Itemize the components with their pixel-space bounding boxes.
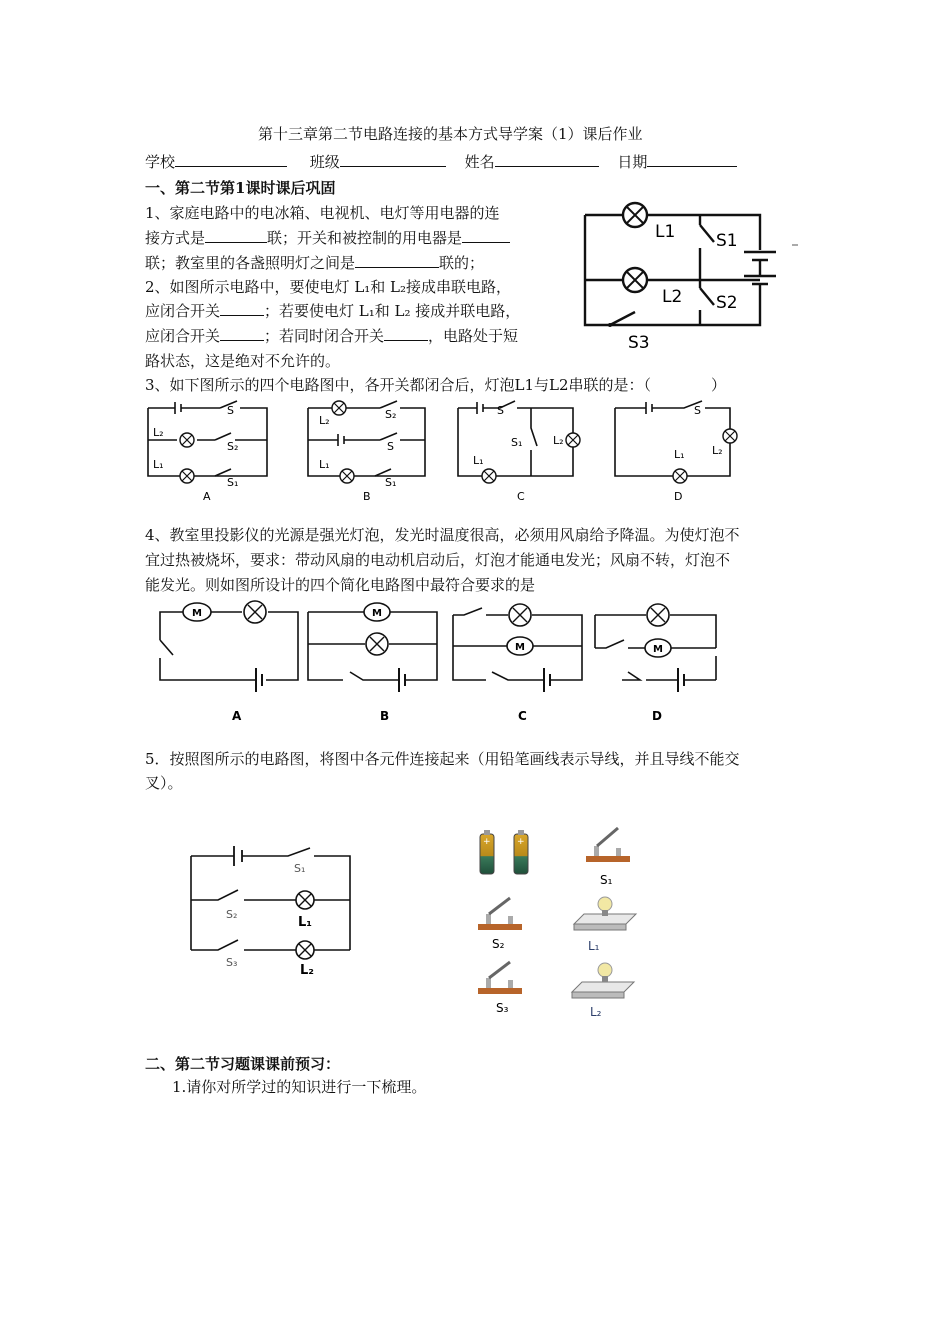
q4-option-d-diagram: [592, 600, 727, 725]
q4-option-a: A: [232, 709, 242, 723]
svg-text:L₂: L₂: [590, 1005, 602, 1019]
section1-heading: 一、第二节第1课时课后巩固: [145, 179, 336, 197]
q3-option-c-diagram: [455, 398, 580, 503]
svg-text:S₂: S₂: [226, 908, 238, 921]
q1-text: 接方式是: [145, 229, 206, 247]
q2-line2: [145, 300, 520, 322]
svg-text:S₃: S₃: [226, 956, 238, 969]
svg-text:L₁: L₁: [473, 454, 484, 467]
q2-text: ，电路处于短: [428, 327, 519, 345]
q3-option-a: A: [203, 490, 211, 503]
q3-option-a-diagram: [145, 398, 270, 503]
q2-line4: 路状态，这是绝对不允许的。: [145, 352, 341, 370]
q4-option-a-diagram: [158, 600, 303, 725]
lamp-l2-icon: [572, 963, 634, 1019]
q5-line2: 叉）。: [145, 774, 183, 792]
q3-option-c: C: [517, 490, 525, 503]
page-title: 第十三章第二节电路连接的基本方式导学案（1）课后作业: [258, 125, 643, 143]
svg-text:L₂: L₂: [712, 444, 723, 457]
q3-option-d: D: [674, 490, 683, 503]
battery-icon: [514, 830, 528, 874]
q2-text: 应闭合开关: [145, 327, 221, 345]
svg-text:L₂: L₂: [553, 434, 564, 447]
svg-text:S₁: S₁: [600, 873, 613, 887]
q1-text: 联；开关和被控制的用电器是: [267, 229, 463, 247]
lamp-l1-icon: [574, 897, 636, 953]
q5-circuit-diagram: [188, 838, 358, 978]
q4-option-b: B: [380, 709, 390, 723]
q1-line2: [145, 227, 510, 249]
svg-text:L₂: L₂: [153, 426, 164, 439]
svg-text:S₂: S₂: [492, 937, 505, 951]
q5-components-illustration: [470, 820, 650, 1020]
svg-text:S₂: S₂: [385, 408, 397, 421]
svg-text:S₁: S₁: [511, 436, 523, 449]
q4-option-c-diagram: [450, 600, 590, 725]
motor-label: M: [515, 642, 525, 653]
q5-line1: 5．按照图所示的电路图，将图中各元件连接起来（用铅笔画线表示导线，并且导线不能交: [145, 750, 740, 768]
date-label: 日期: [617, 153, 648, 171]
switch-s3-icon: [478, 962, 522, 1015]
svg-text:+: +: [517, 837, 525, 847]
svg-text:S: S: [387, 440, 394, 453]
q1-text: 联；教室里的各盏照明灯之间是: [145, 254, 356, 272]
svg-text:L₂: L₂: [319, 414, 330, 427]
svg-text:L₁: L₁: [319, 458, 330, 471]
q2-line3: [145, 325, 518, 347]
svg-text:+: +: [483, 837, 491, 847]
q2-text: ；若要使电灯 L₁和 L₂ 接成并联电路，: [264, 302, 521, 320]
school-label: 学校: [145, 153, 176, 171]
fig-l2-label: L2: [662, 287, 683, 307]
motor-label: M: [372, 608, 382, 619]
fig-s1-label: S1: [716, 231, 738, 251]
q4-option-c: C: [518, 709, 527, 723]
q2-text: 应闭合开关: [145, 302, 221, 320]
section2-heading: 二、第二节习题课课前预习：: [145, 1055, 341, 1073]
name-label: 姓名: [464, 153, 495, 171]
svg-text:S₃: S₃: [496, 1001, 509, 1015]
q1-line1: 1、家庭电路中的电冰箱、电视机、电灯等用电器的连: [145, 204, 500, 222]
svg-text:L₁: L₁: [153, 458, 164, 471]
switch-s2-icon: [478, 898, 522, 951]
fig-l1-label: L1: [655, 222, 676, 242]
q4-line1: 4、教室里投影仪的光源是强光灯泡，发光时温度很高，必须用风扇给予降温。为使灯泡不: [145, 526, 740, 544]
svg-text:S: S: [497, 404, 504, 417]
battery-icon: [480, 830, 494, 874]
svg-text:L₁: L₁: [588, 939, 600, 953]
q2-text: ；若同时闭合开关: [264, 327, 385, 345]
svg-text:S₁: S₁: [227, 476, 239, 489]
q3-text: 3、如下图所示的四个电路图中，各开关都闭合后，灯泡L1与L2串联的是：（ ）: [145, 376, 727, 394]
q3-option-b: B: [363, 490, 371, 503]
svg-text:L₁: L₁: [298, 915, 312, 930]
svg-text:S: S: [227, 404, 234, 417]
info-line: [145, 151, 737, 173]
q2-line1: 2、如图所示电路中，要使电灯 L₁和 L₂接成串联电路，: [145, 278, 512, 296]
fig-s3-label: S3: [628, 333, 650, 353]
motor-label: M: [192, 608, 202, 619]
class-label: 班级: [309, 153, 340, 171]
svg-text:L₁: L₁: [674, 448, 685, 461]
q1-line3: [145, 252, 484, 274]
q4-line3: 能发光。则如图所设计的四个简化电路图中最符合要求的是: [145, 576, 536, 594]
section2-item1: 1.请你对所学过的知识进行一下梳理。: [172, 1078, 427, 1096]
svg-text:S: S: [694, 404, 701, 417]
q4-option-d: D: [652, 709, 662, 723]
q2-circuit-diagram: [580, 190, 800, 353]
q3-option-d-diagram: [612, 398, 747, 503]
q3-option-b-diagram: [305, 398, 430, 503]
q4-option-b-diagram: [305, 600, 445, 725]
q4-line2: 宜过热被烧坏，要求：带动风扇的电动机启动后，灯泡才能通电发光；风扇不转，灯泡不: [145, 551, 731, 569]
svg-text:S₁: S₁: [385, 476, 397, 489]
svg-text:S₂: S₂: [227, 440, 239, 453]
q1-text: 联的；: [439, 254, 485, 272]
motor-label: M: [653, 644, 663, 655]
svg-text:S₁: S₁: [294, 862, 306, 875]
svg-text:L₂: L₂: [300, 963, 314, 978]
fig-s2-label: S2: [716, 293, 738, 313]
switch-s1-icon: [586, 828, 630, 887]
